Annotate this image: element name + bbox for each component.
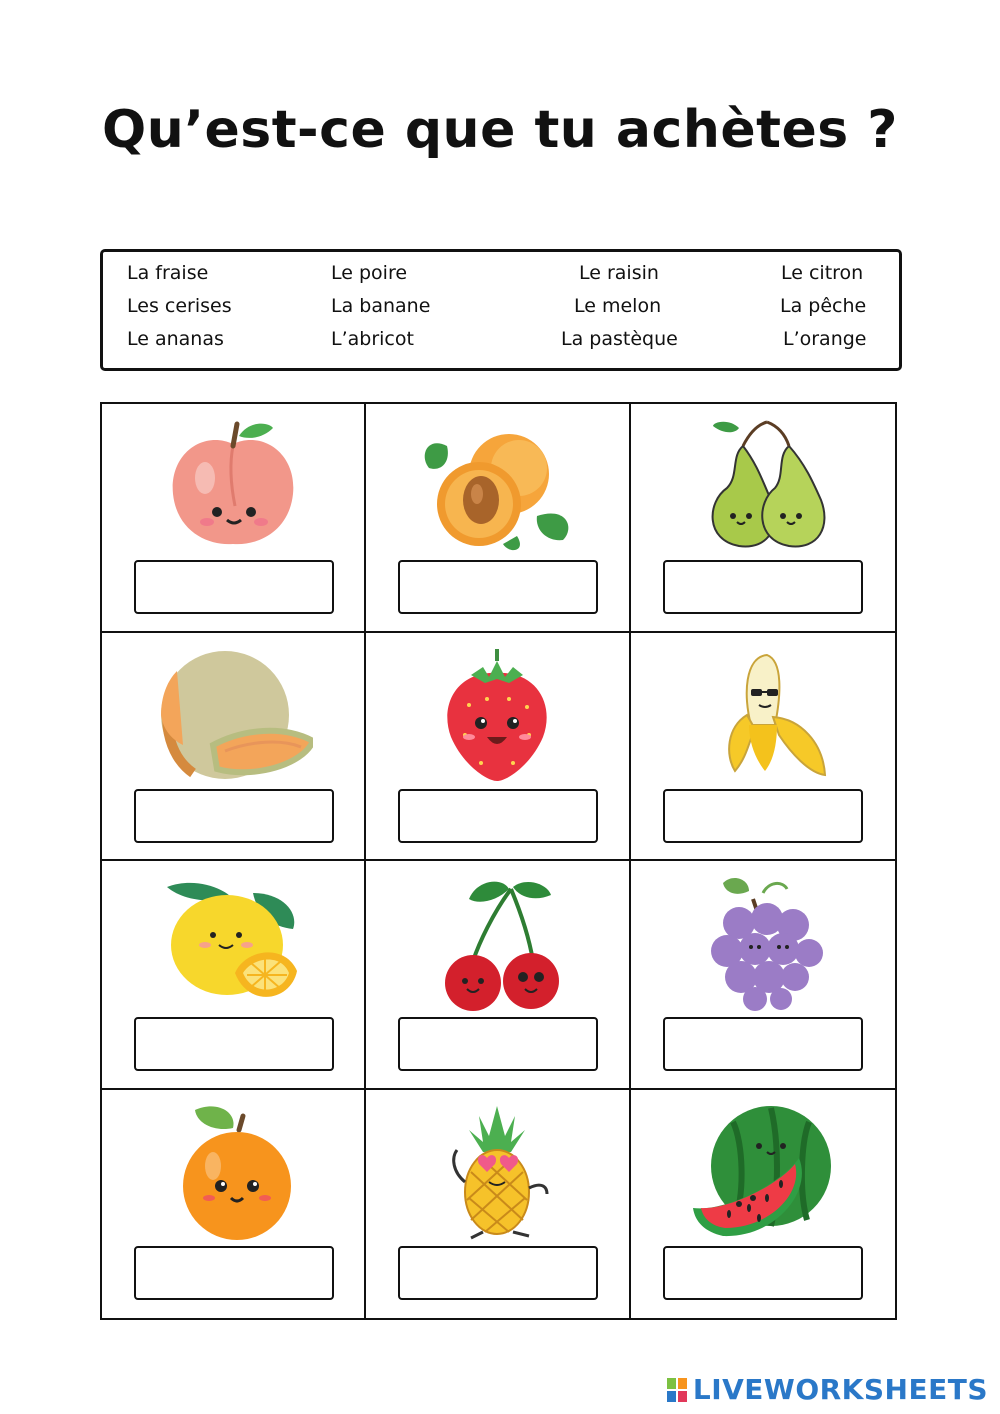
watermelon-icon	[683, 1102, 843, 1240]
answer-field[interactable]	[398, 789, 598, 843]
word-bank-item: Le melon	[574, 295, 662, 317]
answer-field[interactable]	[663, 560, 863, 614]
fruit-grid	[100, 402, 897, 1320]
answer-field[interactable]	[663, 789, 863, 843]
peach-icon	[153, 416, 313, 554]
word-bank-item: Le citron	[781, 262, 864, 284]
answer-field[interactable]	[663, 1017, 863, 1071]
word-bank-item: L’orange	[783, 328, 867, 350]
fruit-cell	[102, 1090, 366, 1319]
fruit-cell	[631, 861, 895, 1090]
fruit-cell	[366, 633, 630, 862]
fruit-cell	[631, 1090, 895, 1319]
word-bank-item: La pastèque	[561, 328, 678, 350]
pear-icon	[683, 416, 843, 554]
page-title: Qu’est-ce que tu achètes ?	[102, 100, 898, 160]
grapes-icon	[683, 873, 843, 1011]
word-bank-item: La pêche	[780, 295, 867, 317]
fruit-cell	[366, 1090, 630, 1319]
word-bank-item: Les cerises	[127, 295, 232, 317]
strawberry-icon	[417, 645, 577, 783]
fruit-cell	[366, 404, 630, 633]
fruit-cell	[102, 404, 366, 633]
word-bank-item: Le raisin	[579, 262, 659, 284]
fruit-cell	[102, 861, 366, 1090]
word-bank-item: La fraise	[127, 262, 209, 284]
brand-name: LIVEWORKSHEETS	[692, 1373, 988, 1406]
apricot-icon	[417, 416, 577, 554]
answer-field[interactable]	[134, 1246, 334, 1300]
answer-field[interactable]	[398, 1246, 598, 1300]
answer-field[interactable]	[134, 789, 334, 843]
lemon-icon	[153, 873, 313, 1011]
pineapple-icon	[417, 1102, 577, 1240]
banana-icon	[683, 645, 843, 783]
fruit-cell	[102, 633, 366, 862]
answer-field[interactable]	[398, 1017, 598, 1071]
word-bank-item: Le ananas	[127, 328, 224, 350]
answer-field[interactable]	[134, 1017, 334, 1071]
fruit-cell	[631, 404, 895, 633]
answer-field[interactable]	[134, 560, 334, 614]
fruit-cell	[631, 633, 895, 862]
melon-icon	[153, 645, 313, 783]
liveworksheets-logo	[667, 1373, 988, 1406]
word-bank-item: Le poire	[331, 262, 408, 284]
answer-field[interactable]	[663, 1246, 863, 1300]
liveworksheets-logo-mark-icon	[667, 1378, 687, 1402]
answer-field[interactable]	[398, 560, 598, 614]
orange-icon	[153, 1102, 313, 1240]
word-bank-item: La banane	[331, 295, 431, 317]
word-bank	[100, 249, 902, 371]
word-bank-item: L’abricot	[331, 328, 414, 350]
cherries-icon	[417, 873, 577, 1011]
fruit-cell	[366, 861, 630, 1090]
